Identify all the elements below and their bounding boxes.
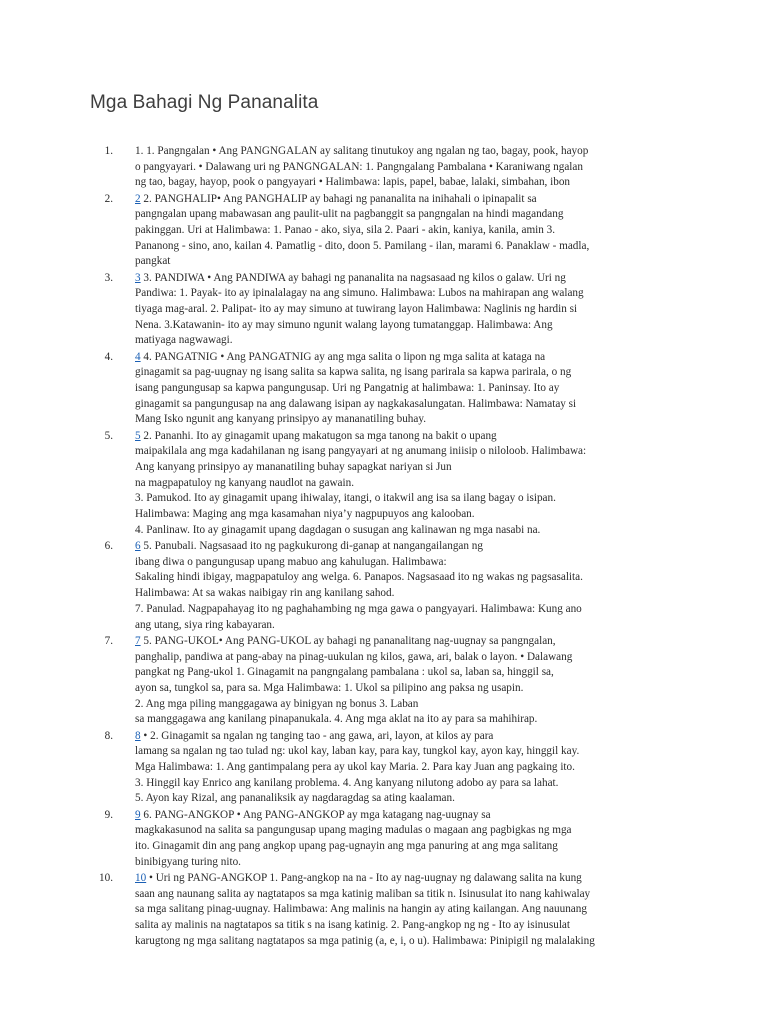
text-content: pangkat ng Pang-ukol 1. Ginagamit na pangngalang pambalana : ukol sa, laban sa, hinggil sa, bbox=[135, 666, 554, 679]
text-content: ayon sa, tungkol sa, para sa. Mga Halimbawa: 1. Ukol sa pilipino ang paksa ng usapin. bbox=[135, 681, 524, 694]
text-content: 7. Panulad. Nagpapahayag ito ng paghahambing ng mga gawa o pangyayari. Halimbawa: Kung ano bbox=[135, 602, 582, 615]
list-item: 9. 9 6. PANG-ANGKOP • Ang PANG-ANGKOP ay mga katagang nag-uugnay sa magkakasunod na salita sa pangungusap upang maging madulas o magaan ang pagbigkas ng mga ito. Ginagamit din ang pang angkop upang pag-ugnayin ang mga panuring at ang mga salitang binibigyang turing nito. bbox=[90, 808, 690, 871]
text-line bbox=[135, 144, 690, 160]
text-line bbox=[135, 618, 690, 634]
text-line bbox=[135, 570, 690, 586]
list-item: 6. 6 5. Panubali. Nagsasaad ito ng pagkukurong di-ganap at nangangailangan ng ibang diwa o pangungusap upang mabuo ang kahulugan. Halimbawa: Sakaling hindi ibigay, magpapatuloy ang welga. 6. Panapos. Nagsasaad ito ng wakas ng pagsasalita. Halimbawa: At sa wakas naibigay rin ang kanilang sahod. 7. Panulad. Nagpapahayag ito ng paghahambing ng mga gawa o pangyayari. Halimbawa: Kung ano ang utang, siya ring kabayaran. bbox=[90, 539, 690, 633]
page-link[interactable]: 2 bbox=[135, 192, 141, 205]
text-line bbox=[135, 365, 690, 381]
text-content: sa manggagawa ang kanilang pinapanukala. 4. Ang mga aklat na ito ay para sa mahihirap. bbox=[135, 713, 538, 726]
page-link[interactable]: 6 bbox=[135, 540, 141, 553]
text-content: Nena. 3.Katawanin- ito ay may simuno ngunit walang layong tumatanggap. Halimbawa: Ang bbox=[135, 318, 553, 331]
text-line bbox=[135, 397, 690, 413]
text-content: ito. Ginagamit din ang pang angkop upang pag-ugnayin ang mga panuring at ang mga salitang bbox=[135, 839, 558, 852]
text-line bbox=[135, 381, 690, 397]
text-line bbox=[135, 729, 690, 745]
text-line bbox=[135, 823, 690, 839]
text-line bbox=[135, 491, 690, 507]
text-content: 2. Pananhi. Ito ay ginagamit upang makatugon sa mga tanong na bakit o upang bbox=[140, 429, 497, 442]
text-content: magkakasunod na salita sa pangungusap upang maging madulas o magaan ang pagbigkas ng mga bbox=[135, 824, 572, 837]
text-content: matiyaga nagwawagi. bbox=[135, 334, 233, 347]
text-content: pangngalan upang mabawasan ang paulit-ulit na pagbanggit sa pangngalan na hindi magandang bbox=[135, 208, 564, 221]
text-line bbox=[135, 192, 690, 208]
text-line bbox=[135, 555, 690, 571]
text-line bbox=[135, 160, 690, 176]
text-content: Mga Halimbawa: 1. Ang gantimpalang pera ay ukol kay Maria. 2. Para kay Juan ang pagkaing ito. bbox=[135, 760, 575, 773]
list-item: 10. 10 • Uri ng PANG-ANGKOP 1. Pang-angkop na na - Ito ay nag-uugnay ng dalawang salita na kung saan ang naunang salita ay nagtatapos sa mga katinig maliban sa titik n. Isinusulat ito nang kahiwalay sa mga salitang pinag-uugnay. Halimbawa: Ang malinis na hangin ay ating kailangan. Ang nauunang salita ay malinis na nagtatapos sa titik s na isang katinig. 2. Pang-angkop ng ng - Ito ay isinusulat karugtong ng mga salitang nagtatapos sa mga patinig (a, e, i, o u). Halimbawa: Pinipigil ng malalaking bbox=[90, 871, 690, 950]
text-line bbox=[135, 665, 690, 681]
page-link[interactable]: 5 bbox=[135, 429, 141, 442]
list-item: 1. 1. 1. Pangngalan • Ang PANGNGALAN ay salitang tinutukoy ang ngalan ng tao, bagay, pook, hayop o pangyayari. • Dalawang uri ng PANGNGALAN: 1. Pangngalang Pambalana • Karaniwang ngalan ng tao, bagay, hayop, pook o pangyayari • Halimbawa: lapis, papel, babae, lalaki, simbahan, ibon bbox=[90, 144, 690, 191]
text-content: 6. PANG-ANGKOP • Ang PANG-ANGKOP ay mga katagang nag-uugnay sa bbox=[140, 808, 491, 821]
text-content: 2. Ang mga piling manggagawa ay binigyan ng bonus 3. Laban bbox=[135, 697, 419, 710]
text-content: Halimbawa: Maging ang mga kasamahan niya’y nagpupuyos ang kalooban. bbox=[135, 508, 475, 521]
text-content: Mang Isko ngunit ang kanyang prinsipyo ay mananatiling buhay. bbox=[135, 413, 427, 426]
text-line bbox=[135, 254, 690, 270]
page-title: Mga Bahagi Ng Pananalita bbox=[90, 92, 319, 113]
text-line bbox=[135, 791, 690, 807]
list-item: 7. 7 5. PANG-UKOL• Ang PANG-UKOL ay bahagi ng pananalitang nag-uugnay sa pangngalan, panghalip, pandiwa at pang-abay na pinag-uukulan ng kilos, gawa, ari, balak o layon. • Dalawang pangkat ng Pang-ukol 1. Ginagamit na pangngalang pambalana : ukol sa, laban sa, hinggil sa, ayon sa, tungkol sa, para sa. Mga Halimbawa: 1. Ukol sa pilipino ang paksa ng usapin. 2. Ang mga piling manggagawa ay binigyan ng bonus 3. Laban sa manggagawa ang kanilang pinapanukala. 4. Ang mga aklat na ito ay para sa mahihirap. bbox=[90, 634, 690, 728]
text-line bbox=[135, 286, 690, 302]
text-line bbox=[135, 460, 690, 476]
list-item: 2. 2 2. PANGHALIP• Ang PANGHALIP ay bahagi ng pananalita na inihahali o ipinapalit sa pangngalan upang mabawasan ang paulit-ulit na pagbanggit sa pangngalan na hindi magandang pakinggan. Uri at Halimbawa: 1. Panao - ako, siya, sila 2. Paari - akin, kaniya, kanila, amin 3. Pananong - sino, ano, kailan 4. Pamatlig - dito, doon 5. Pamilang - ilan, marami 6. Panaklaw - madla, pangkat bbox=[90, 192, 690, 271]
page-link[interactable]: 3 bbox=[135, 271, 141, 284]
text-line bbox=[135, 871, 690, 887]
list-item: 8. 8 • 2. Ginagamit sa ngalan ng tanging tao - ang gawa, ari, layon, at kilos ay para lamang sa ngalan ng tao tulad ng: ukol kay, laban kay, para kay, tungkol kay, ayon kay, hinggil kay. Mga Halimbawa: 1. Ang gantimpalang pera ay ukol kay Maria. 2. Para kay Juan ang pagkaing ito. 3. Hinggil kay Enrico ang kanilang problema. 4. Ang kanyang nilutong adobo ay para sa lahat. 5. Ayon kay Rizal, ang pananaliksik ay nagdaragdag sa ating kaalaman. bbox=[90, 729, 690, 808]
text-content: ginagamit sa pangungusap na ang dalawang isipan ay nagkakasalungatan. Halimbawa: Namatay si bbox=[135, 397, 577, 410]
text-content: binibigyang turing nito. bbox=[135, 855, 241, 868]
text-content: 5. PANG-UKOL• Ang PANG-UKOL ay bahagi ng pananalitang nag-uugnay sa pangngalan, bbox=[140, 634, 556, 647]
text-content: karugtong ng mga salitang nagtatapos sa mga patinig (a, e, i, o u). Halimbawa: Pinipigil ng malalaking bbox=[135, 934, 595, 947]
list-item: 5. 5 2. Pananhi. Ito ay ginagamit upang makatugon sa mga tanong na bakit o upang maipakilala ang mga kadahilanan ng isang pangyayari at ng anumang iniisip o niloloob. Halimbawa: Ang kanyang prinsipyo ay mananatiling buhay sapagkat nariyan si Jun na magpapatuloy ng kanyang naudlot na gawain. 3. Pamukod. Ito ay ginagamit upang ihiwalay, itangi, o itakwil ang isa sa ilang bagay o isipan. Halimbawa: Maging ang mga kasamahan niya’y nagpupuyos ang kalooban. 4. Panlinaw. Ito ay ginagamit upang dagdagan o susugan ang kalinawan ng mga nasabi na. bbox=[90, 429, 690, 539]
text-content: pangkat bbox=[135, 255, 171, 268]
text-line bbox=[135, 507, 690, 523]
text-content: 4. PANGATNIG • Ang PANGATNIG ay ang mga salita o lipon ng mga salita at kataga na bbox=[140, 350, 546, 363]
text-content: na magpapatuloy ng kanyang naudlot na gawain. bbox=[135, 476, 355, 489]
text-content: ibang diwa o pangungusap upang mabuo ang kahulugan. Halimbawa: bbox=[135, 555, 447, 568]
page-link[interactable]: 4 bbox=[135, 350, 141, 363]
text-content: 1. 1. Pangngalan • Ang PANGNGALAN ay salitang tinutukoy ang ngalan ng tao, bagay, pook, hayop bbox=[135, 145, 589, 157]
text-content: pakinggan. Uri at Halimbawa: 1. Panao - ako, siya, sila 2. Paari - akin, kaniya, kanila, amin 3. bbox=[135, 224, 556, 237]
text-line bbox=[135, 207, 690, 223]
page-link[interactable]: 8 bbox=[135, 729, 141, 742]
text-content: ng tao, bagay, hayop, pook o pangyayari • Halimbawa: lapis, papel, babae, lalaki, simbahan, ibon bbox=[135, 176, 571, 189]
page-link[interactable]: 10 bbox=[135, 871, 147, 884]
text-content: 3. Pamukod. Ito ay ginagamit upang ihiwalay, itangi, o itakwil ang isa sa ilang bagay o isipan. bbox=[135, 492, 556, 505]
text-line bbox=[135, 712, 690, 728]
text-line bbox=[135, 634, 690, 650]
text-line bbox=[135, 444, 690, 460]
text-line bbox=[135, 223, 690, 239]
text-content: 3. Hinggil kay Enrico ang kanilang problema. 4. Ang kanyang nilutong adobo ay para sa lahat. bbox=[135, 776, 559, 789]
text-content: 2. PANGHALIP• Ang PANGHALIP ay bahagi ng pananalita na inihahali o ipinapalit sa bbox=[140, 192, 537, 205]
list-item: 3. 3 3. PANDIWA • Ang PANDIWA ay bahagi ng pananalita na nagsasaad ng kilos o galaw. Uri ng Pandiwa: 1. Payak- ito ay ipinalalagay na ang simuno. Halimbawa: Lubos na mahirapan ang walang tiyaga mag-aral. 2. Palipat- ito ay may simuno at tuwirang layon Halimbawa: Naglinis ng hardin si Nena. 3.Katawanin- ito ay may simuno ngunit walang layong tumatanggap. Halimbawa: Ang matiyaga nagwawagi. bbox=[90, 271, 690, 350]
text-content: 5. Ayon kay Rizal, ang pananaliksik ay nagdaragdag sa ating kaalaman. bbox=[135, 792, 455, 805]
text-line bbox=[135, 934, 690, 950]
list-item: 4. 4 4. PANGATNIG • Ang PANGATNIG ay ang mga salita o lipon ng mga salita at kataga na ginagamit sa pag-uugnay ng isang salita sa kapwa salita, ng isang parirala sa kapwa parirala, o ng isang pangungusap sa kapwa pangungusap. Uri ng Pangatnig at halimbawa: 1. Paninsay. Ito ay ginagamit sa pangungusap na ang dalawang isipan ay nagkakasalungatan. Halimbawa: Namatay si Mang Isko ngunit ang kanyang prinsipyo ay mananatiling buhay. bbox=[90, 350, 690, 429]
text-line bbox=[135, 602, 690, 618]
text-line bbox=[135, 429, 690, 445]
text-line bbox=[135, 539, 690, 555]
text-line bbox=[135, 887, 690, 903]
text-line bbox=[135, 681, 690, 697]
text-content: panghalip, pandiwa at pang-abay na pinag-uukulan ng kilos, gawa, ari, balak o layon. • Dalawang bbox=[135, 650, 573, 663]
text-content: ginagamit sa pag-uugnay ng isang salita sa kapwa salita, ng isang parirala sa kapwa parirala, o ng bbox=[135, 366, 572, 379]
text-line bbox=[135, 902, 690, 918]
text-content: Pandiwa: 1. Payak- ito ay ipinalalagay na ang simuno. Halimbawa: Lubos na mahirapan ang walang bbox=[135, 287, 584, 300]
text-content: Ang kanyang prinsipyo ay mananatiling buhay sapagkat nariyan si Jun bbox=[135, 461, 452, 474]
text-content: • 2. Ginagamit sa ngalan ng tanging tao - ang gawa, ari, layon, at kilos ay para bbox=[140, 729, 494, 742]
text-content: • Uri ng PANG-ANGKOP 1. Pang-angkop na na - Ito ay nag-uugnay ng dalawang salita na kung bbox=[146, 871, 582, 884]
text-line bbox=[135, 523, 690, 539]
text-content: isang pangungusap sa kapwa pangungusap. Uri ng Pangatnig at halimbawa: 1. Paninsay. Ito ay bbox=[135, 382, 560, 395]
text-content: 3. PANDIWA • Ang PANDIWA ay bahagi ng pananalita na nagsasaad ng kilos o galaw. Uri ng bbox=[140, 271, 566, 284]
text-line bbox=[135, 271, 690, 287]
text-line bbox=[135, 808, 690, 824]
text-content: saan ang naunang salita ay nagtatapos sa mga katinig maliban sa titik n. Isinusulat ito nang kahiwalay bbox=[135, 887, 591, 900]
text-content: sa mga salitang pinag-uugnay. Halimbawa: Ang malinis na hangin ay ating kailangan. Ang nauunang bbox=[135, 903, 587, 916]
section-list bbox=[90, 144, 690, 949]
page-link[interactable]: 7 bbox=[135, 634, 141, 647]
text-line bbox=[135, 239, 690, 255]
text-line bbox=[135, 855, 690, 871]
text-line bbox=[135, 918, 690, 934]
text-line bbox=[135, 586, 690, 602]
text-content: salita ay malinis na nagtatapos sa titik s na isang katinig. 2. Pang-angkop ng ng - Ito ay isinusulat bbox=[135, 918, 570, 931]
text-line bbox=[135, 302, 690, 318]
text-content: lamang sa ngalan ng tao tulad ng: ukol kay, laban kay, para kay, tungkol kay, ayon kay, hinggil kay. bbox=[135, 745, 580, 758]
page-link[interactable]: 9 bbox=[135, 808, 141, 821]
text-content: Halimbawa: At sa wakas naibigay rin ang kanilang sahod. bbox=[135, 587, 395, 600]
text-line bbox=[135, 839, 690, 855]
text-content: Pananong - sino, ano, kailan 4. Pamatlig - dito, doon 5. Pamilang - ilan, marami 6. Panaklaw - madla, bbox=[135, 239, 590, 252]
text-content: maipakilala ang mga kadahilanan ng isang pangyayari at ng anumang iniisip o niloloob. Halimbawa: bbox=[135, 445, 587, 458]
text-line bbox=[135, 744, 690, 760]
text-line bbox=[135, 697, 690, 713]
text-content: tiyaga mag-aral. 2. Palipat- ito ay may simuno at tuwirang layon Halimbawa: Naglinis ng hardin si bbox=[135, 303, 578, 316]
text-line bbox=[135, 350, 690, 366]
text-line bbox=[135, 333, 690, 349]
text-line bbox=[135, 412, 690, 428]
text-content: 4. Panlinaw. Ito ay ginagamit upang dagdagan o susugan ang kalinawan ng mga nasabi na. bbox=[135, 523, 541, 536]
text-line bbox=[135, 318, 690, 334]
text-line bbox=[135, 175, 690, 191]
text-line bbox=[135, 776, 690, 792]
text-content: 5. Panubali. Nagsasaad ito ng pagkukurong di-ganap at nangangailangan ng bbox=[140, 540, 483, 553]
text-line bbox=[135, 760, 690, 776]
text-line bbox=[135, 476, 690, 492]
text-line bbox=[135, 650, 690, 666]
text-content: o pangyayari. • Dalawang uri ng PANGNGALAN: 1. Pangngalang Pambalana • Karaniwang ngalan bbox=[135, 160, 583, 173]
text-content: ang utang, siya ring kabayaran. bbox=[135, 618, 275, 631]
text-content: Sakaling hindi ibigay, magpapatuloy ang welga. 6. Panapos. Nagsasaad ito ng wakas ng pagsasalita. bbox=[135, 571, 583, 584]
